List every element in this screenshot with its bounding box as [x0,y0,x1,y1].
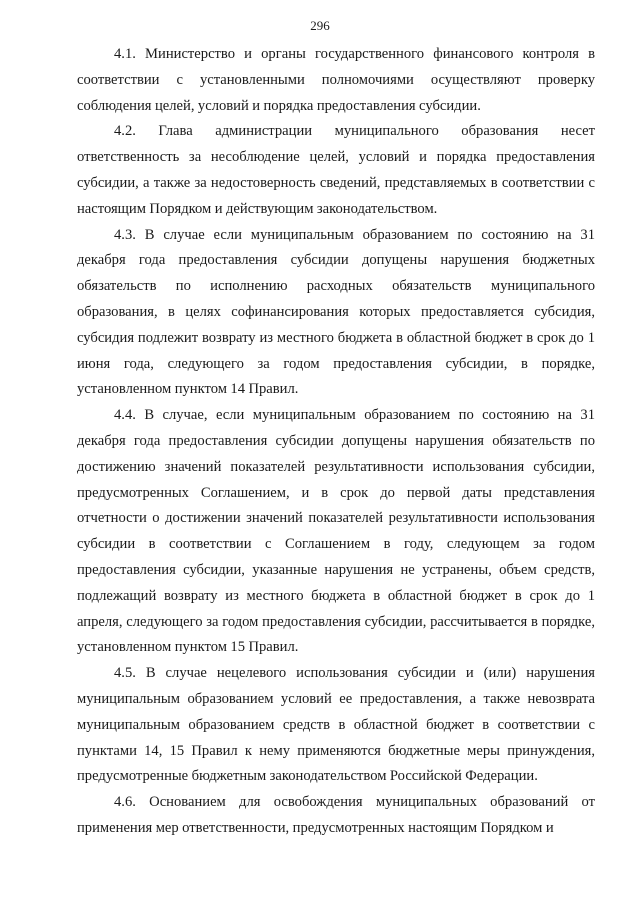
paragraph-4-4: 4.4. В случае, если муниципальным образованием по состоянию на 31 декабря года предоставления субсидии допущены нарушения обязательств по достижению значений показателей результативности использования субсидии, предусмотренных Соглашением, и в срок до первой даты представления отчетности о достижении значений показателей результативности использования субсидии в соответствии с Соглашением в году, следующем за годом предоставления субсидии, указанные нарушения не устранены, объем средств, подлежащий возврату из местного бюджета в областной бюджет в срок до 1 апреля, следующего за годом предоставления субсидии, рассчитывается в порядке, установленном пунктом 15 Правил. [77,407,595,656]
paragraph-4-6: 4.6. Основанием для освобождения муниципальных образований от применения мер ответственности, предусмотренных настоящим Порядком и [77,794,595,836]
document-body [77,42,595,842]
paragraph-4-5: 4.5. В случае нецелевого использования субсидии и (или) нарушения муниципальным образованием условий ее предоставления, а также невозврата муниципальным образованием средств в областной бюджет в соответствии с пунктами 14, 15 Правил к нему применяются бюджетные меры принуждения, предусмотренные бюджетным законодательством Российской Федерации. [77,665,595,785]
page-number: 296 [310,18,330,33]
paragraph-4-2: 4.2. Глава администрации муниципального образования несет ответственность за несоблюдение целей, условий и порядка предоставления субсидии, а также за недостоверность сведений, представляемых в соответствии с настоящим Порядком и действующим законодательством. [77,123,595,217]
paragraph-4-1: 4.1. Министерство и органы государственного финансового контроля в соответствии с установленными полномочиями осуществляют проверку соблюдения целей, условий и порядка предоставления субсидии. [77,46,595,114]
paragraph-4-3: 4.3. В случае если муниципальным образованием по состоянию на 31 декабря года предоставления субсидии допущены нарушения бюджетных обязательств по исполнению расходных обязательств муниципального образования, в целях софинансирования которых предоставляется субсидия, субсидия подлежит возврату из местного бюджета в областной бюджет в срок до 1 июня года, следующего за годом предоставления субсидии, в порядке, установленном пунктом 14 Правил. [77,226,595,398]
